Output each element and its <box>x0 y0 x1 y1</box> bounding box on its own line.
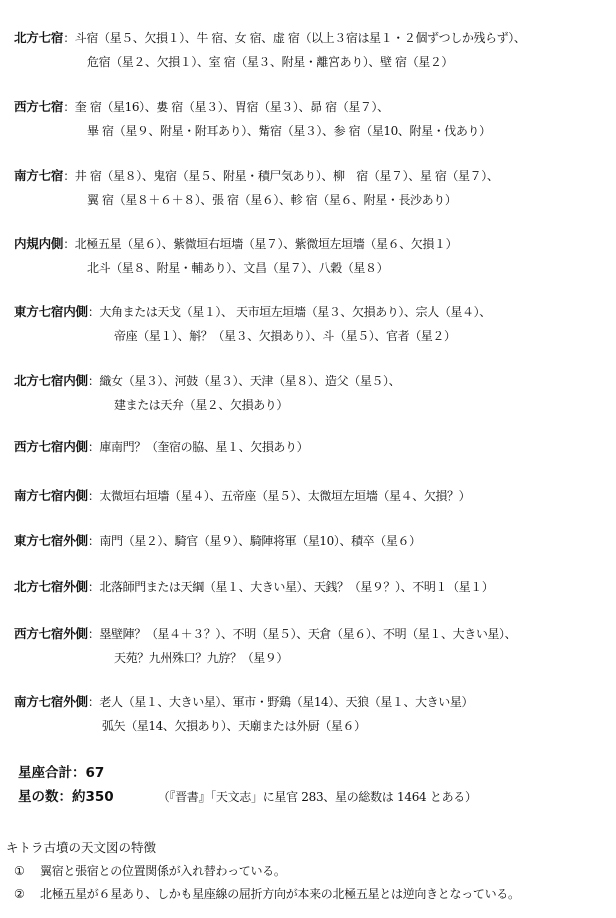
section-south-inner <box>14 486 610 504</box>
section-line: ：斗宿（星５、欠損１）、牛 宿、女 宿、虚 宿（以上３宿は星１・２個ずつしか残らず）、 <box>63 31 526 45</box>
section-north-seven <box>14 28 610 70</box>
section-north-outer <box>14 577 610 595</box>
section-line: 翼 宿（星８＋６＋８）、張 宿（星６）、軫 宿（星６、附星・長沙あり） <box>87 193 457 207</box>
section-line: ：北落師門または天綱（星１、大きい星）、天銭？（星９？）、不明１（星１） <box>87 580 494 594</box>
section-label: 西方七宿 <box>14 99 64 114</box>
section-label: 北方七宿内側 <box>14 373 88 388</box>
section-line: 天苑？九州殊口？九斿？（星９） <box>114 651 289 665</box>
section-line: 北斗（星８、附星・輔あり）、文昌（星７）、八穀（星８） <box>87 261 389 275</box>
section-east-inner <box>14 302 610 344</box>
section-line: 弧矢（星14、欠損あり）、天廟または外厨（星６） <box>102 719 366 733</box>
section-line: ：奎 宿（星16）、婁 宿（星３）、胃宿（星３）、昴 宿（星７）、 <box>63 100 389 114</box>
section-line: 帝座（星１）、斛？（星３、欠損あり）、斗（星５）、官者（星２） <box>114 329 456 343</box>
section-label: 西方七宿内側 <box>14 439 88 454</box>
section-label: 北方七宿外側 <box>14 579 88 594</box>
section-line: ：織女（星３）、河鼓（星３）、天津（星８）、造父（星５）、 <box>87 374 401 388</box>
section-line: ：南門（星２）、騎官（星９）、騎陣将軍（星10）、積卒（星６） <box>87 534 421 548</box>
section-line: ：太微垣右垣墻（星４）、五帝座（星５）、太微垣左垣墻（星４、欠損？） <box>87 489 471 503</box>
feature-text: 北極五星が６星あり、しかも星座線の屈折方向が本来の北極五星とは逆向きとなっている。 <box>40 887 520 901</box>
features-title: キトラ古墳の天文図の特徴 <box>6 840 157 855</box>
feature-text: 翼宿と張宿との位置関係が入れ替わっている。 <box>40 864 286 878</box>
section-label: 西方七宿外側 <box>14 626 88 641</box>
section-line: 建または天弁（星２、欠損あり） <box>114 398 289 412</box>
section-label: 東方七宿内側 <box>14 304 88 319</box>
section-label: 内規内側 <box>14 236 64 251</box>
section-north-inner <box>14 371 610 413</box>
feature-item <box>14 885 520 902</box>
section-line: ：老人（星１、大きい星）、軍市・野鶏（星14）、天狼（星１、大きい星） <box>87 695 474 709</box>
section-west-outer <box>14 624 610 666</box>
section-south-outer <box>14 692 610 734</box>
section-line: ：北極五星（星６）、紫微垣右垣墻（星７）、紫微垣左垣墻（星６、欠損１） <box>63 237 458 251</box>
star-count-note: （『晋書』「天文志」に星官 283、星の総数は 1464 とある） <box>157 790 477 804</box>
section-inner-circle <box>14 234 610 276</box>
section-west-seven <box>14 97 610 139</box>
section-label: 北方七宿 <box>14 30 64 45</box>
feature-number: ① <box>14 864 25 878</box>
section-line: 危宿（星２、欠損１）、室 宿（星３、附星・離宮あり）、壁 宿（星２） <box>87 55 454 69</box>
feature-item <box>14 862 286 879</box>
feature-number: ② <box>14 887 25 901</box>
section-label: 南方七宿内側 <box>14 488 88 503</box>
star-count-row <box>18 785 477 805</box>
section-east-outer <box>14 531 610 549</box>
section-line: ：庫南門？（奎宿の脇、星１、欠損あり） <box>87 440 309 454</box>
constellation-total: 星座合計：67 <box>18 765 105 781</box>
section-west-inner <box>14 437 610 455</box>
section-label: 南方七宿 <box>14 168 64 183</box>
section-south-seven <box>14 166 610 208</box>
section-line: ：大角または天戈（星１）、 天市垣左垣墻（星３、欠損あり）、宗人（星４）、 <box>87 305 491 319</box>
section-label: 東方七宿外側 <box>14 533 88 548</box>
star-count: 星の数：約350 <box>18 789 114 805</box>
section-line: 畢 宿（星９、附星・附耳あり）、觜宿（星３）、参 宿（星10、附星・伐あり） <box>87 124 491 138</box>
section-line: ：井 宿（星８）、鬼宿（星５、附星・積尸気あり）、柳 宿（星７）、星 宿（星７）、 <box>63 169 499 183</box>
section-line: ：塁壁陣？（星４＋３？）、不明（星５）、天倉（星６）、不明（星１、大きい星）、 <box>87 627 517 641</box>
section-label: 南方七宿外側 <box>14 694 88 709</box>
